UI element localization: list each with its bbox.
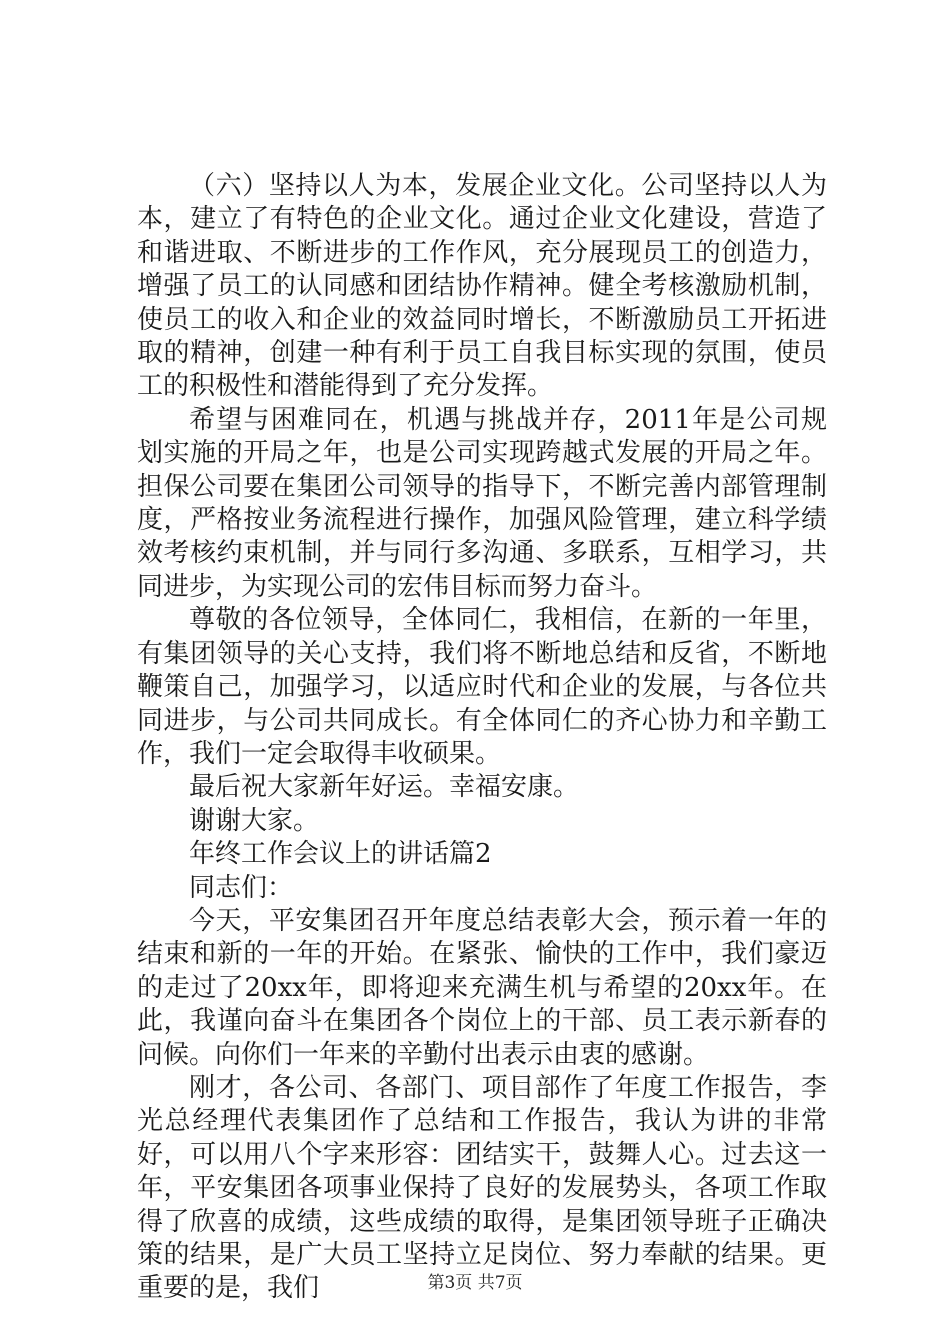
document-body [137, 170, 827, 1306]
paragraph-thanks: 谢谢大家。 [189, 805, 320, 836]
paragraph-today: 今天，平安集团召开年度总结表彰大会，预示着一年的结束和新的一年的开始。在紧张、愉快的工作中，我们豪迈的走过了20xx年，即将迎来充满生机与希望的20xx年。在此，我谨向奋斗在集团各个岗位上的干部、员工表示新春的问候。向你们一年来的辛勤付出表示由衷的感谢。 [137, 905, 827, 1070]
paragraph-respect: 尊敬的各位领导，全体同仁，我相信，在新的一年里，有集团领导的关心支持，我们将不断地总结和反省，不断地鞭策自己，加强学习，以适应时代和企业的发展，与各位共同进步，与公司共同成长。有全体同仁的齐心协力和辛勤工作，我们一定会取得丰收硕果。 [137, 605, 827, 769]
salutation: 同志们： [189, 872, 294, 903]
section-title: 年终工作会议上的讲话篇2 [189, 839, 492, 870]
paragraph-reports: 刚才，各公司、各部门、项目部作了年度工作报告，李光总经理代表集团作了总结和工作报告，我认为讲的非常好，可以用八个字来形容：团结实干，鼓舞人心。过去这一年，平安集团各项事业保持了良好的发展势头，各项工作取得了欣喜的成绩，这些成绩的取得，是集团领导班子正确决策的结果，是广大员工坚持立足岗位、努力奉献的结果。更重要的是，我们 [137, 1072, 827, 1304]
paragraph-culture: （六）坚持以人为本，发展企业文化。公司坚持以人为本，建立了有特色的企业文化。通过企业文化建设，营造了和谐进取、不断进步的工作作风，充分展现员工的创造力，增强了员工的认同感和团结协作精神。健全考核激励机制，使员工的收入和企业的效益同时增长，不断激励员工开拓进取的精神，创建一种有利于员工自我目标实现的氛围，使员工的积极性和潜能得到了充分发挥。 [137, 171, 827, 402]
paragraph-hope: 希望与困难同在，机遇与挑战并存，2011年是公司规划实施的开局之年，也是公司实现跨越式发展的开局之年。担保公司要在集团公司领导的指导下，不断完善内部管理制度，严格按业务流程进行操作，加强风险管理，建立科学绩效考核约束机制，并与同行多沟通、多联系，互相学习，共同进步，为实现公司的宏伟目标而努力奋斗。 [137, 404, 827, 602]
page-number-footer: 第3页 共7页 [427, 1273, 523, 1293]
paragraph-wishes: 最后祝大家新年好运。幸福安康。 [189, 772, 580, 803]
